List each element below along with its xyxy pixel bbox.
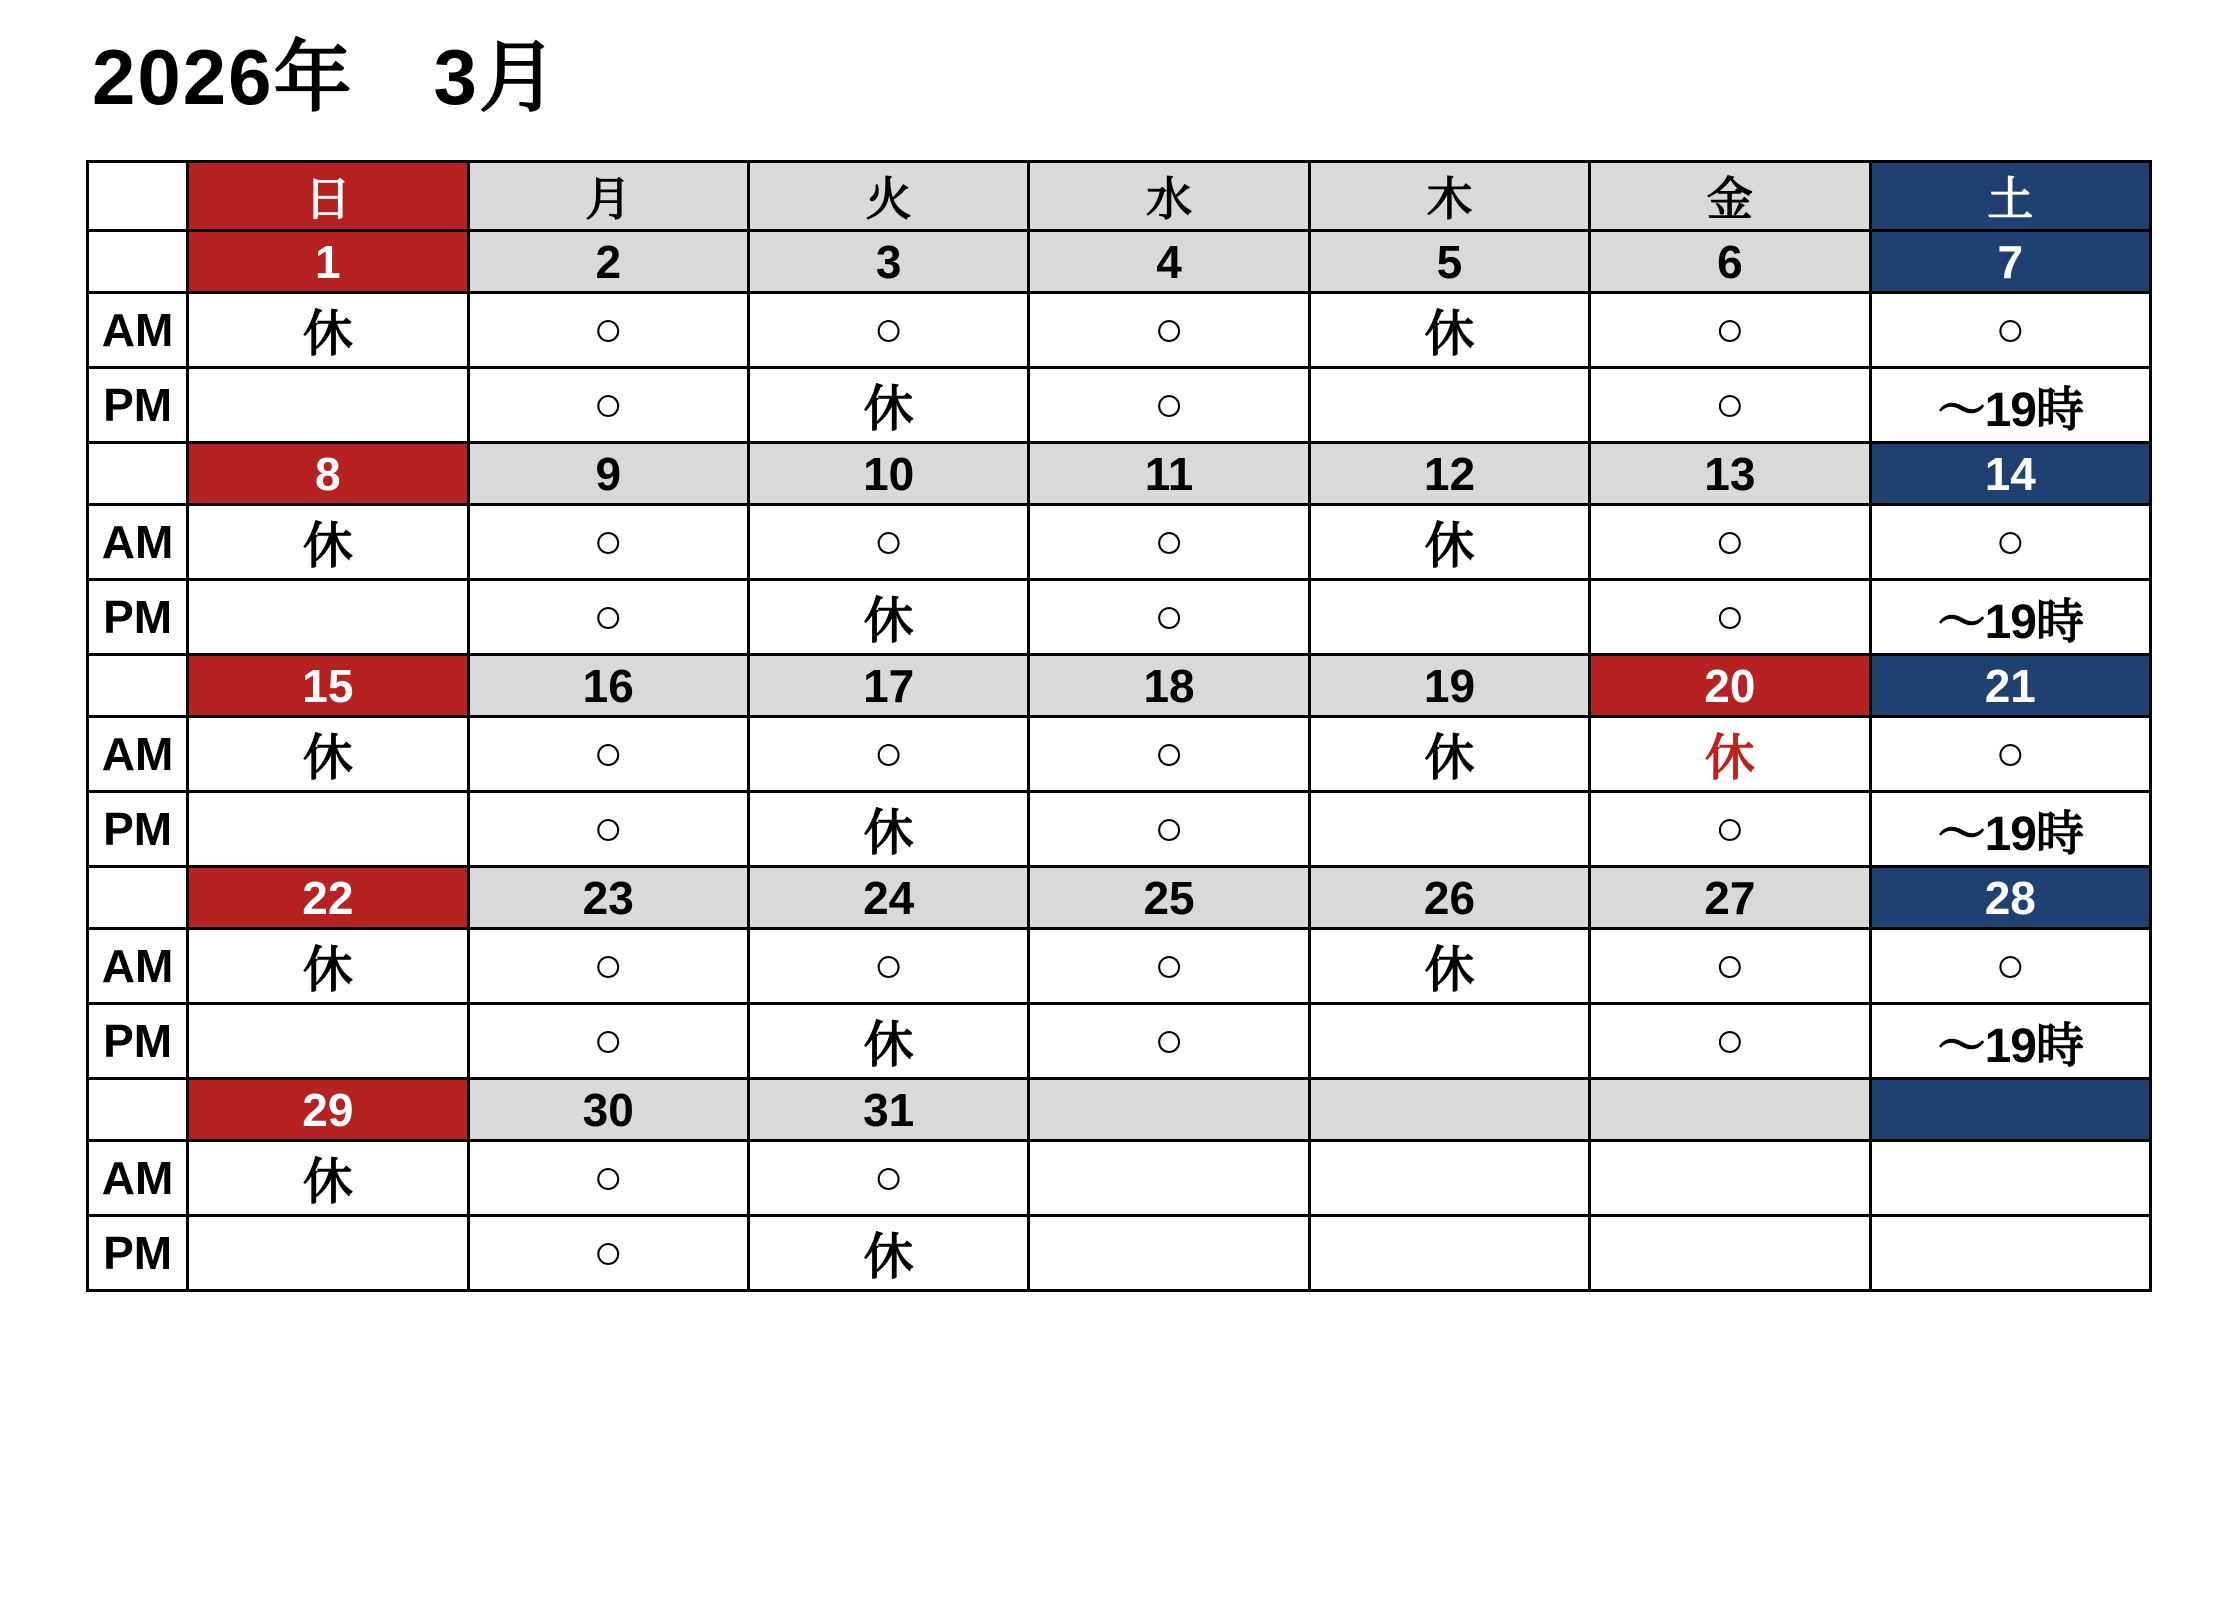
- pm-slot-cell[interactable]: [748, 792, 1028, 867]
- am-slot-cell[interactable]: [468, 505, 748, 580]
- pm-slot-mark: ～19時: [1937, 383, 2083, 437]
- am-slot-mark: ○: [873, 301, 904, 357]
- weekday-header-cell: 木: [1309, 162, 1589, 231]
- pm-slot-cell[interactable]: [748, 1004, 1028, 1079]
- am-slot-cell[interactable]: [188, 929, 468, 1004]
- am-slot-mark: 休: [302, 942, 353, 998]
- am-slot-mark: ○: [1153, 301, 1185, 357]
- am-label: AM: [88, 1141, 188, 1216]
- pm-slot-mark: ○: [1714, 800, 1745, 856]
- am-slot-row: [88, 505, 2151, 580]
- date-cell[interactable]: 27: [1590, 867, 1870, 929]
- pm-slot-mark: ○: [593, 376, 624, 432]
- schedule-calendar-table: [86, 160, 2152, 1292]
- date-cell[interactable]: 25: [1029, 867, 1309, 929]
- pm-label: PM: [88, 580, 188, 655]
- date-cell[interactable]: 18: [1029, 655, 1309, 717]
- week-date-row: [88, 231, 2151, 293]
- am-slot-mark: ○: [1995, 513, 2026, 569]
- pm-slot-cell[interactable]: [1309, 580, 1589, 655]
- am-slot-cell[interactable]: [1309, 293, 1589, 368]
- pm-slot-cell[interactable]: [468, 580, 748, 655]
- pm-slot-cell[interactable]: [748, 1216, 1028, 1291]
- am-slot-mark: 休: [1424, 730, 1475, 786]
- pm-slot-cell[interactable]: [1029, 792, 1309, 867]
- pm-slot-cell[interactable]: [468, 368, 748, 443]
- date-cell[interactable]: 3: [748, 231, 1028, 293]
- pm-slot-row: [88, 1216, 2151, 1291]
- am-slot-cell[interactable]: [1870, 929, 2150, 1004]
- date-cell[interactable]: 24: [748, 867, 1028, 929]
- pm-slot-cell[interactable]: [1309, 792, 1589, 867]
- am-slot-mark: 休: [1424, 306, 1475, 362]
- am-slot-mark: ○: [1714, 513, 1745, 569]
- am-slot-cell[interactable]: [468, 293, 748, 368]
- pm-slot-cell[interactable]: [748, 368, 1028, 443]
- pm-slot-cell[interactable]: [1590, 368, 1870, 443]
- pm-slot-mark: 休: [863, 381, 914, 437]
- am-slot-mark: ○: [873, 1149, 904, 1205]
- pm-slot-cell[interactable]: [1590, 580, 1870, 655]
- date-cell[interactable]: 12: [1309, 443, 1589, 505]
- row-label-blank: [88, 655, 188, 717]
- pm-slot-mark: ～19時: [1937, 1019, 2083, 1073]
- date-cell[interactable]: 16: [468, 655, 748, 717]
- pm-slot-cell[interactable]: [1590, 1004, 1870, 1079]
- am-slot-cell[interactable]: [1590, 929, 1870, 1004]
- pm-slot-cell[interactable]: [468, 792, 748, 867]
- date-cell[interactable]: 19: [1309, 655, 1589, 717]
- pm-slot-mark: ～19時: [1937, 595, 2083, 649]
- am-slot-mark: ○: [1995, 937, 2026, 993]
- pm-slot-cell[interactable]: [1870, 580, 2150, 655]
- pm-slot-mark: ○: [1714, 1012, 1745, 1068]
- am-slot-cell[interactable]: [1029, 505, 1309, 580]
- am-slot-mark: ○: [1995, 725, 2026, 781]
- row-label-blank: [88, 867, 188, 929]
- am-slot-cell[interactable]: [748, 293, 1028, 368]
- am-slot-cell[interactable]: [748, 1141, 1028, 1216]
- pm-label: PM: [88, 1004, 188, 1079]
- am-slot-cell[interactable]: [748, 929, 1028, 1004]
- pm-slot-cell[interactable]: [1029, 580, 1309, 655]
- week-date-row: [88, 1079, 2151, 1141]
- week-date-row: [88, 867, 2151, 929]
- am-slot-mark: ○: [593, 937, 624, 993]
- pm-slot-mark: ○: [593, 1012, 624, 1068]
- date-cell[interactable]: 10: [748, 443, 1028, 505]
- am-slot-mark: ○: [1153, 725, 1185, 781]
- am-slot-cell[interactable]: [748, 505, 1028, 580]
- pm-slot-cell[interactable]: [188, 792, 468, 867]
- date-cell[interactable]: 4: [1029, 231, 1309, 293]
- weekday-header-row: [88, 162, 2151, 231]
- am-slot-mark: ○: [873, 725, 904, 781]
- am-slot-mark: ○: [593, 725, 624, 781]
- am-slot-cell[interactable]: [1870, 717, 2150, 792]
- date-cell[interactable]: 7: [1870, 231, 2150, 293]
- pm-slot-row: [88, 368, 2151, 443]
- pm-slot-mark: ○: [1153, 1012, 1185, 1068]
- corner-cell: [88, 162, 188, 231]
- pm-slot-mark: ○: [593, 1224, 624, 1280]
- am-slot-mark: ○: [593, 301, 624, 357]
- date-cell[interactable]: 30: [468, 1079, 748, 1141]
- pm-slot-cell[interactable]: [1309, 1004, 1589, 1079]
- pm-slot-cell[interactable]: [188, 368, 468, 443]
- pm-slot-cell[interactable]: [1309, 368, 1589, 443]
- am-label: AM: [88, 505, 188, 580]
- pm-slot-mark: 休: [863, 805, 914, 861]
- date-cell[interactable]: [1870, 1079, 2150, 1141]
- am-slot-cell[interactable]: [188, 1141, 468, 1216]
- date-cell[interactable]: 26: [1309, 867, 1589, 929]
- am-slot-cell[interactable]: [1309, 929, 1589, 1004]
- pm-slot-mark: ○: [1153, 800, 1185, 856]
- am-slot-cell[interactable]: [1590, 293, 1870, 368]
- am-slot-mark: 休: [302, 306, 353, 362]
- am-slot-mark: 休: [1424, 942, 1475, 998]
- date-cell[interactable]: 13: [1590, 443, 1870, 505]
- am-slot-cell[interactable]: [1029, 293, 1309, 368]
- date-cell[interactable]: [1029, 1079, 1309, 1141]
- date-cell[interactable]: 20: [1590, 655, 1870, 717]
- date-cell[interactable]: 21: [1870, 655, 2150, 717]
- am-label: AM: [88, 929, 188, 1004]
- am-slot-cell[interactable]: [1590, 717, 1870, 792]
- am-slot-row: [88, 929, 2151, 1004]
- pm-slot-cell[interactable]: [1029, 368, 1309, 443]
- date-cell[interactable]: 9: [468, 443, 748, 505]
- am-slot-cell[interactable]: [1029, 1141, 1309, 1216]
- weekday-header-cell: 火: [748, 162, 1028, 231]
- am-slot-mark: 休: [1424, 518, 1475, 574]
- pm-slot-mark: ～19時: [1937, 807, 2083, 861]
- pm-slot-cell[interactable]: [1870, 368, 2150, 443]
- date-cell[interactable]: [1309, 1079, 1589, 1141]
- pm-slot-row: [88, 1004, 2151, 1079]
- pm-slot-mark: ○: [593, 800, 624, 856]
- date-cell[interactable]: 15: [188, 655, 468, 717]
- am-slot-cell[interactable]: [188, 505, 468, 580]
- date-cell[interactable]: 29: [188, 1079, 468, 1141]
- row-label-blank: [88, 443, 188, 505]
- pm-slot-cell[interactable]: [188, 1004, 468, 1079]
- am-slot-mark: ○: [1153, 937, 1185, 993]
- date-cell[interactable]: 22: [188, 867, 468, 929]
- pm-slot-mark: ○: [1153, 588, 1185, 644]
- pm-slot-mark: 休: [863, 1229, 914, 1285]
- week-date-row: [88, 443, 2151, 505]
- weekday-header-cell: 土: [1870, 162, 2150, 231]
- row-label-blank: [88, 1079, 188, 1141]
- am-slot-row: [88, 1141, 2151, 1216]
- am-slot-cell[interactable]: [1309, 505, 1589, 580]
- weekday-header-cell: 水: [1029, 162, 1309, 231]
- pm-slot-cell[interactable]: [1870, 1216, 2150, 1291]
- weekday-header-cell: 月: [468, 162, 748, 231]
- am-slot-mark: ○: [1153, 513, 1185, 569]
- row-label-blank: [88, 231, 188, 293]
- date-cell[interactable]: [1590, 1079, 1870, 1141]
- date-cell[interactable]: 2: [468, 231, 748, 293]
- pm-slot-mark: 休: [863, 593, 914, 649]
- am-slot-cell[interactable]: [748, 717, 1028, 792]
- pm-slot-mark: ○: [1714, 376, 1745, 432]
- am-slot-mark: 休: [1704, 730, 1755, 786]
- date-cell[interactable]: 6: [1590, 231, 1870, 293]
- pm-slot-cell[interactable]: [188, 1216, 468, 1291]
- page-title: 2026年 3月: [92, 33, 559, 121]
- pm-slot-cell[interactable]: [1029, 1216, 1309, 1291]
- am-slot-mark: 休: [302, 1154, 353, 1210]
- pm-slot-cell[interactable]: [1590, 792, 1870, 867]
- am-slot-cell[interactable]: [1590, 1141, 1870, 1216]
- pm-label: PM: [88, 368, 188, 443]
- am-slot-cell[interactable]: [1870, 1141, 2150, 1216]
- pm-slot-cell[interactable]: [1309, 1216, 1589, 1291]
- am-slot-cell[interactable]: [1870, 293, 2150, 368]
- date-cell[interactable]: 5: [1309, 231, 1589, 293]
- am-label: AM: [88, 293, 188, 368]
- pm-slot-mark: ○: [593, 588, 624, 644]
- pm-slot-cell[interactable]: [468, 1004, 748, 1079]
- calendar-container: [86, 160, 2152, 1292]
- pm-slot-cell[interactable]: [1029, 1004, 1309, 1079]
- am-slot-cell[interactable]: [1590, 505, 1870, 580]
- date-cell[interactable]: 8: [188, 443, 468, 505]
- am-slot-cell[interactable]: [468, 1141, 748, 1216]
- date-cell[interactable]: 11: [1029, 443, 1309, 505]
- weekday-header-cell: 金: [1590, 162, 1870, 231]
- date-cell[interactable]: 28: [1870, 867, 2150, 929]
- pm-slot-cell[interactable]: [468, 1216, 748, 1291]
- pm-slot-mark: ○: [1153, 376, 1185, 432]
- am-slot-cell[interactable]: [468, 717, 748, 792]
- am-slot-mark: 休: [302, 730, 353, 786]
- am-slot-row: [88, 717, 2151, 792]
- am-slot-row: [88, 293, 2151, 368]
- week-date-row: [88, 655, 2151, 717]
- am-slot-cell[interactable]: [1309, 1141, 1589, 1216]
- pm-slot-row: [88, 792, 2151, 867]
- am-slot-mark: ○: [1714, 301, 1745, 357]
- date-cell[interactable]: 17: [748, 655, 1028, 717]
- pm-label: PM: [88, 792, 188, 867]
- pm-label: PM: [88, 1216, 188, 1291]
- date-cell[interactable]: 23: [468, 867, 748, 929]
- weekday-header-cell: 日: [188, 162, 468, 231]
- am-slot-mark: ○: [873, 937, 904, 993]
- pm-slot-cell[interactable]: [188, 580, 468, 655]
- am-slot-cell[interactable]: [1029, 929, 1309, 1004]
- am-slot-cell[interactable]: [1029, 717, 1309, 792]
- date-cell[interactable]: 1: [188, 231, 468, 293]
- pm-slot-cell[interactable]: [1870, 1004, 2150, 1079]
- am-slot-cell[interactable]: [468, 929, 748, 1004]
- am-slot-cell[interactable]: [1870, 505, 2150, 580]
- am-slot-mark: ○: [593, 1149, 624, 1205]
- am-slot-mark: ○: [593, 513, 624, 569]
- am-label: AM: [88, 717, 188, 792]
- pm-slot-mark: 休: [863, 1017, 914, 1073]
- am-slot-cell[interactable]: [1309, 717, 1589, 792]
- pm-slot-cell[interactable]: [1590, 1216, 1870, 1291]
- am-slot-mark: 休: [302, 518, 353, 574]
- am-slot-mark: ○: [873, 513, 904, 569]
- pm-slot-mark: ○: [1714, 588, 1745, 644]
- am-slot-cell[interactable]: [188, 717, 468, 792]
- date-cell[interactable]: 31: [748, 1079, 1028, 1141]
- pm-slot-cell[interactable]: [748, 580, 1028, 655]
- am-slot-mark: ○: [1995, 301, 2026, 357]
- am-slot-mark: ○: [1714, 937, 1745, 993]
- am-slot-cell[interactable]: [188, 293, 468, 368]
- pm-slot-cell[interactable]: [1870, 792, 2150, 867]
- pm-slot-row: [88, 580, 2151, 655]
- date-cell[interactable]: 14: [1870, 443, 2150, 505]
